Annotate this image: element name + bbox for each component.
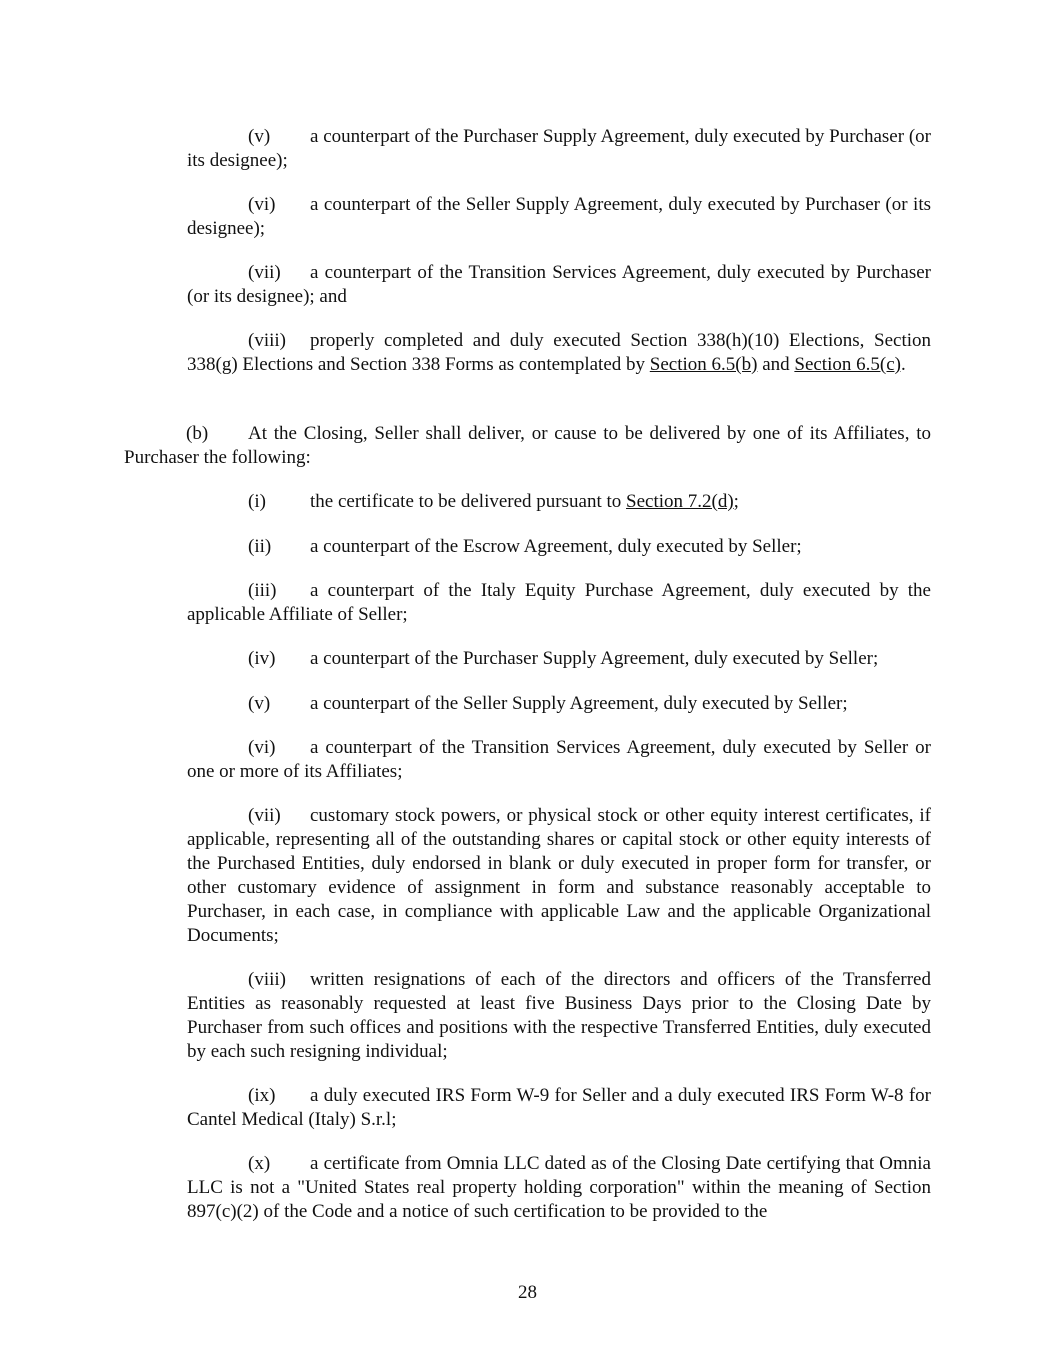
clause-b-viii [187, 968, 931, 1064]
clause-text: At the Closing, Seller shall deliver, or cause to be delivered by one of its Affiliates, to Purchaser the following: [124, 423, 931, 468]
clause-text: a counterpart of the Seller Supply Agreement, duly executed by Seller; [310, 693, 848, 714]
clause-number: (b) [186, 423, 209, 444]
clause-text: the certificate to be delivered pursuant to [310, 491, 627, 512]
clause-text: a counterpart of the Purchaser Supply Agreement, duly executed by Seller; [310, 648, 879, 669]
clause-number: (vi) [248, 737, 276, 758]
clause-text: a certificate from Omnia LLC dated as of the Closing Date certifying that Omnia LLC is not a "United States real property holding corporation" within the meaning of Section 897(c)(2) of the Code and a notice of such certification to be provided to the [187, 1153, 931, 1222]
clause-text: ; [733, 491, 739, 512]
section-link-6-5-c[interactable]: Section 6.5(c) [794, 354, 901, 375]
clause-text: . [900, 354, 906, 375]
clause-b-v [187, 692, 931, 716]
clause-a-vi [187, 193, 931, 241]
clause-a-viii [187, 329, 931, 377]
clause-a-vii [187, 261, 931, 309]
clause-number: (ix) [248, 1085, 276, 1106]
clause-number: (v) [248, 126, 271, 147]
clause-b-vii [187, 804, 931, 948]
clause-number: (viii) [248, 969, 286, 990]
clause-a-v [187, 125, 931, 173]
clause-number: (v) [248, 693, 271, 714]
clause-b-ix [187, 1084, 931, 1132]
clause-text: written resignations of each of the directors and officers of the Transferred Entities as reasonably requested at least five Business Days prior to the Closing Date by Purchaser from such offices and positions with the respective Transferred Entities, duly executed by each such resigning individual; [187, 969, 931, 1062]
clause-text: a counterpart of the Seller Supply Agreement, duly executed by Purchaser (or its designee); [187, 194, 931, 239]
clause-number: (vi) [248, 194, 276, 215]
section-link-6-5-b[interactable]: Section 6.5(b) [649, 354, 758, 375]
clause-b-i [187, 490, 931, 514]
clause-b-ii [187, 535, 931, 559]
clause-number: (vii) [248, 805, 281, 826]
clause-text: and [757, 354, 795, 375]
clause-b [124, 422, 931, 470]
clause-text: a counterpart of the Italy Equity Purchase Agreement, duly executed by the applicable Affiliate of Seller; [187, 580, 931, 625]
clause-b-iii [187, 579, 931, 627]
clause-text: a counterpart of the Transition Services Agreement, duly executed by Seller or one or more of its Affiliates; [187, 737, 931, 782]
clause-number: (i) [248, 491, 266, 512]
clause-text: a counterpart of the Escrow Agreement, duly executed by Seller; [310, 536, 802, 557]
clause-text: a counterpart of the Purchaser Supply Agreement, duly executed by Purchaser (or its designee); [187, 126, 931, 171]
clause-number: (iv) [248, 648, 276, 669]
clause-text: a counterpart of the Transition Services Agreement, duly executed by Purchaser (or its designee); and [187, 262, 931, 307]
clause-b-x [187, 1152, 931, 1224]
clause-number: (iii) [248, 580, 277, 601]
clause-text: properly completed and duly executed Section 338(h)(10) Elections, Section 338(g) Elections and Section 338 Forms as contemplated by [187, 330, 931, 375]
clause-b-vi [187, 736, 931, 784]
page-number: 28 [518, 1282, 537, 1303]
clause-number: (x) [248, 1153, 271, 1174]
clause-number: (vii) [248, 262, 281, 283]
clause-text: a duly executed IRS Form W-9 for Seller and a duly executed IRS Form W-8 for Cantel Medical (Italy) S.r.l; [187, 1085, 931, 1130]
clause-text: customary stock powers, or physical stock or other equity interest certificates, if applicable, representing all of the outstanding shares or capital stock or other equity interests of the Purchased Entities, duly endorsed in blank or duly executed in proper form for transfer, or other customary evidence of assignment in form and substance reasonably acceptable to Purchaser, in each case, in compliance with applicable Law and the applicable Organizational Documents; [187, 805, 931, 946]
section-link-7-2-d[interactable]: Section 7.2(d) [626, 491, 734, 512]
clause-number: (viii) [248, 330, 286, 351]
clause-number: (ii) [248, 536, 272, 557]
clause-b-iv [187, 647, 931, 671]
